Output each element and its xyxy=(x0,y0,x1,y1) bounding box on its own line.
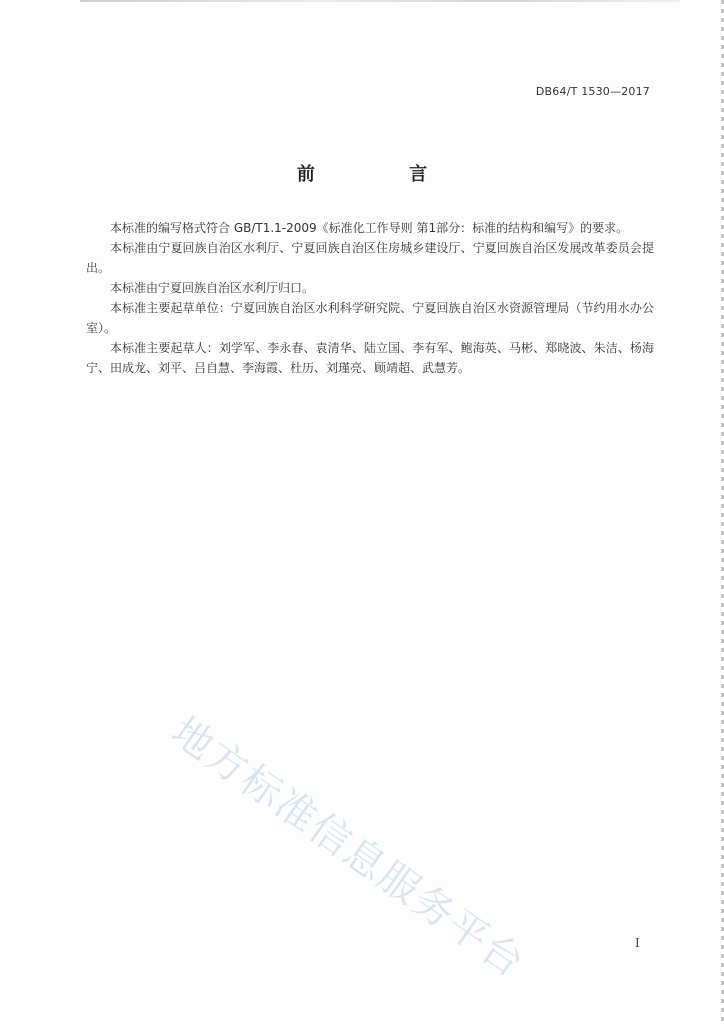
paragraph-administrator: 本标准由宁夏回族自治区水利厅归口。 xyxy=(110,281,315,295)
standard-code: DB64/T 1530—2017 xyxy=(535,85,650,98)
paragraph-drafters: 本标准主要起草人：刘学军、李永春、袁清华、陆立国、李有军、鲍海英、马彬、郑晓波、朱洁、杨海宁、田成龙、刘平、吕自慧、李海霞、杜历、刘瑾亮、顾靖超、武慧芳。 xyxy=(86,341,654,375)
paragraph-format: 本标准的编写格式符合 GB/T1.1-2009《标准化工作导则 第1部分：标准的结构和编写》的要求。 xyxy=(110,221,629,235)
paragraph-drafting-units: 本标准主要起草单位：宁夏回族自治区水利科学研究院、宁夏回族自治区水资源管理局（节约用水办公室）。 xyxy=(86,301,654,335)
watermark: 地方标准信息服务平台 xyxy=(162,708,534,988)
preface-body xyxy=(86,218,654,378)
scan-artifact-top xyxy=(80,0,680,2)
paragraph-proposer: 本标准由宁夏回族自治区水利厅、宁夏回族自治区住房城乡建设厅、宁夏回族自治区发展改革委员会提出。 xyxy=(86,241,654,275)
page-title: 前 言 xyxy=(296,164,472,185)
page-number: I xyxy=(635,936,640,950)
